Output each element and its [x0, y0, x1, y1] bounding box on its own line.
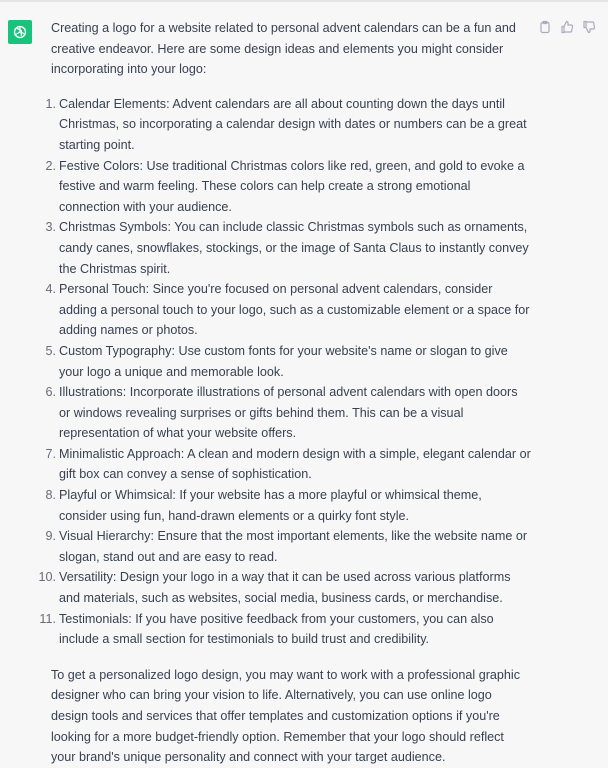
thumbs-down-icon: [582, 20, 596, 34]
list-number: 7.: [45, 446, 56, 461]
list-item: [45, 485, 531, 526]
assistant-message: [38, 18, 531, 768]
list-number: 11.: [39, 611, 56, 626]
divider: [0, 0, 608, 2]
list-number: 10.: [38, 570, 56, 585]
list-item-text: Custom Typography: Use custom fonts for your website's name or slogan to give your logo a unique and memorable look.: [59, 343, 508, 379]
list-item: [45, 382, 531, 444]
list-number: 2.: [45, 158, 56, 173]
list-item-text: Testimonials: If you have positive feedback from your customers, you can also include a small section for testimonials to build trust and credibility.: [59, 611, 494, 647]
list-number: 9.: [45, 529, 56, 544]
clipboard-icon: [538, 20, 552, 34]
list-item: [38, 567, 531, 608]
list-item-text: Personal Touch: Since you're focused on personal advent calendars, consider adding a personal touch to your logo, such as a customizable element or a space for adding names or photos.: [59, 282, 530, 338]
list-item-text: Playful or Whimsical: If your website has a more playful or whimsical theme, consider using fun, hand-drawn elements or a quirky font style.: [59, 488, 482, 523]
thumbs-up-icon: [560, 20, 574, 34]
list-number: 6.: [45, 385, 56, 400]
assistant-avatar: [8, 20, 32, 44]
list-item: [45, 444, 531, 485]
list-item-text: Christmas Symbols: You can include classic Christmas symbols such as ornaments, candy canes, snowflakes, stockings, or the image of Santa Claus to instantly convey the Christmas spirit.: [59, 220, 529, 276]
message-actions: [538, 20, 596, 34]
list-item: [45, 279, 531, 341]
thumbs-up-button[interactable]: [560, 20, 574, 34]
list-item-text: Visual Hierarchy: Ensure that the most important elements, like the website name or slogan, stand out and are easy to read.: [59, 529, 528, 564]
openai-logo-icon: [12, 24, 28, 40]
list-number: 4.: [45, 282, 56, 297]
list-number: 3.: [45, 220, 56, 235]
list-item: [45, 217, 531, 279]
thumbs-down-button[interactable]: [582, 20, 596, 34]
list-item-text: Versatility: Design your logo in a way that it can be used across various platforms and materials, such as websites, social media, business cards, or merchandise.: [59, 570, 511, 606]
list-item: [45, 156, 531, 218]
list-item: [45, 526, 531, 567]
list-item-text: Illustrations: Incorporate illustrations of personal advent calendars with open doors or windows revealing surprises or gifts behind them. This can be a visual representation of what your website offers.: [59, 385, 518, 441]
copy-button[interactable]: [538, 20, 552, 34]
list-item: [45, 94, 531, 156]
list-item-text: Calendar Elements: Advent calendars are all about counting down the days until Christmas, so incorporating a calendar design with dates or numbers can be a great starting point.: [59, 96, 527, 152]
list-number: 8.: [45, 488, 56, 503]
outro-paragraph: To get a personalized logo design, you may want to work with a professional graphic designer who can bring your vision to life. Alternatively, you can use online logo design tools and services that offer templates and customization options if you're looking for a more budget-friendly option. Remember that your logo should reflect your brand's unique personality and connect with your target audience.: [51, 667, 521, 765]
list-item: [45, 341, 531, 382]
ideas-list: [38, 94, 531, 650]
list-item-text: Minimalistic Approach: A clean and modern design with a simple, elegant calendar or gift box can convey a sense of sophistication.: [59, 446, 531, 482]
list-item-text: Festive Colors: Use traditional Christmas colors like red, green, and gold to evoke a festive and warm feeling. These colors can help create a strong emotional connection with your audience.: [59, 158, 525, 214]
list-number: 1.: [45, 96, 56, 111]
list-number: 5.: [45, 343, 56, 358]
intro-paragraph: Creating a logo for a website related to personal advent calendars can be a fun and creative endeavor. Here are some design ideas and elements you might consider incorporating into your logo:: [51, 21, 516, 77]
list-item: [39, 609, 531, 650]
